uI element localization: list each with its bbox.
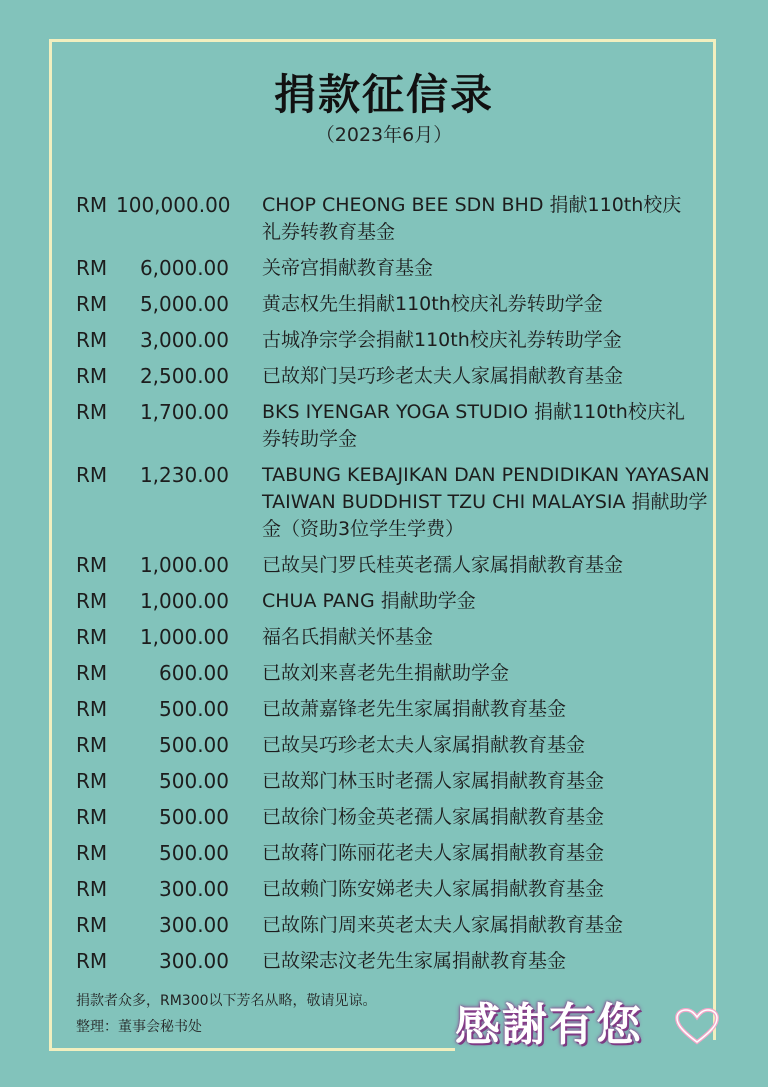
donation-description-line: 券转助学金: [262, 428, 358, 450]
donation-description-line: 已故梁志汶老先生家属捐献教育基金: [262, 950, 567, 972]
donation-description-line: 已故萧嘉锋老先生家属捐献教育基金: [262, 698, 567, 720]
donation-description: [262, 363, 718, 390]
currency-label: RM: [76, 949, 108, 973]
donation-row: [76, 363, 726, 390]
donation-description-line: 已故徐门杨金英老孺人家属捐献教育基金: [262, 806, 605, 828]
donation-amount: 300.00: [159, 949, 229, 973]
donation-description: [262, 696, 718, 723]
currency-label: RM: [76, 913, 108, 937]
donation-description: [262, 732, 718, 759]
donation-amount: 2,500.00: [139, 364, 229, 388]
donation-description-line: 已故蒋门陈丽花老夫人家属捐献教育基金: [262, 842, 605, 864]
donation-description: [262, 912, 718, 939]
currency-label: RM: [76, 841, 108, 865]
donation-row: [76, 696, 726, 723]
currency-label: RM: [76, 328, 108, 352]
donation-description-line: BKS IYENGAR YOGA STUDIO 捐献110th校庆礼: [262, 401, 685, 423]
currency-label: RM: [76, 805, 108, 829]
donation-row: [76, 327, 726, 354]
currency-label: RM: [76, 877, 108, 901]
donation-description: [262, 804, 718, 831]
currency-label: RM: [76, 364, 108, 388]
donation-amount: 500.00: [159, 769, 229, 793]
donation-description-line: TABUNG KEBAJIKAN DAN PENDIDIKAN YAYASAN: [262, 464, 710, 486]
donation-row: [76, 255, 726, 282]
donation-description: [262, 399, 718, 453]
currency-label: RM: [76, 697, 108, 721]
donation-row: [76, 552, 726, 579]
donation-description-line: 金（资助3位学生学费）: [262, 518, 465, 540]
donation-amount: 500.00: [159, 805, 229, 829]
donation-description-line: 已故郑门吴巧珍老太夫人家属捐献教育基金: [262, 365, 624, 387]
heart-icon: [675, 1008, 719, 1046]
donation-description: [262, 291, 718, 318]
donation-description-line: 已故刘来喜老先生捐献助学金: [262, 662, 510, 684]
donation-description: [262, 462, 718, 543]
currency-label: RM: [76, 256, 108, 280]
donation-description: [262, 552, 718, 579]
compiled-by: 整理：董事会秘书处: [76, 1019, 202, 1035]
currency-label: RM: [76, 292, 108, 316]
donation-amount: 600.00: [159, 661, 229, 685]
donation-amount: 5,000.00: [139, 292, 229, 316]
currency-label: RM: [76, 661, 108, 685]
donation-description-line: 黄志权先生捐献110th校庆礼券转助学金: [262, 293, 603, 315]
donation-list: [76, 192, 726, 984]
donation-description-line: 已故吴巧珍老太夫人家属捐献教育基金: [262, 734, 586, 756]
donation-amount: 500.00: [159, 841, 229, 865]
donation-description: [262, 192, 718, 246]
donation-amount: 500.00: [159, 733, 229, 757]
footer-note: 捐款者众多，RM300以下芳名从略，敬请见谅。: [76, 993, 377, 1009]
donation-description: [262, 876, 718, 903]
donation-amount: 6,000.00: [139, 256, 229, 280]
donation-amount: 300.00: [159, 877, 229, 901]
donation-row: [76, 876, 726, 903]
donation-amount: 1,000.00: [139, 625, 229, 649]
thanks-text: 感謝有您: [455, 998, 644, 1051]
donation-row: [76, 399, 726, 453]
donation-amount: 3,000.00: [139, 328, 229, 352]
currency-label: RM: [76, 553, 108, 577]
donation-amount: 1,000.00: [139, 553, 229, 577]
donation-amount: 1,000.00: [139, 589, 229, 613]
donation-amount: 100,000.00: [116, 193, 231, 217]
donation-row: [76, 462, 726, 543]
donation-description-line: 已故郑门林玉时老孺人家属捐献教育基金: [262, 770, 605, 792]
donation-row: [76, 624, 726, 651]
donation-description: [262, 624, 718, 651]
donation-description-line: 礼券转教育基金: [262, 221, 396, 243]
donation-row: [76, 768, 726, 795]
donation-row: [76, 588, 726, 615]
currency-label: RM: [76, 589, 108, 613]
donation-row: [76, 912, 726, 939]
currency-label: RM: [76, 733, 108, 757]
donation-amount: 300.00: [159, 913, 229, 937]
donation-description-line: CHOP CHEONG BEE SDN BHD 捐献110th校庆: [262, 194, 682, 216]
donation-description-line: 关帝宫捐献教育基金: [262, 257, 434, 279]
donation-description-line: TAIWAN BUDDHIST TZU CHI MALAYSIA 捐献助学: [262, 491, 708, 513]
donation-description: [262, 840, 718, 867]
currency-label: RM: [76, 625, 108, 649]
donation-description-line: 已故赖门陈安娣老夫人家属捐献教育基金: [262, 878, 605, 900]
donation-row: [76, 732, 726, 759]
currency-label: RM: [76, 769, 108, 793]
donation-row: [76, 291, 726, 318]
donation-description-line: 福名氏捐献关怀基金: [262, 626, 434, 648]
donation-description: [262, 255, 718, 282]
donation-amount: 1,700.00: [139, 400, 229, 424]
currency-label: RM: [76, 193, 108, 217]
donation-description: [262, 588, 718, 615]
donation-description: [262, 327, 718, 354]
donation-description-line: 已故吴门罗氏桂英老孺人家属捐献教育基金: [262, 554, 624, 576]
donation-description-line: CHUA PANG 捐献助学金: [262, 590, 476, 612]
donation-description-line: 已故陈门周来英老太夫人家属捐献教育基金: [262, 914, 624, 936]
donation-row: [76, 804, 726, 831]
donation-row: [76, 840, 726, 867]
donation-amount: 1,230.00: [139, 463, 229, 487]
donation-description: [262, 948, 718, 975]
donation-row: [76, 660, 726, 687]
donation-amount: 500.00: [159, 697, 229, 721]
page-subtitle: （2023年6月）: [315, 124, 453, 146]
donation-description: [262, 660, 718, 687]
page-title: 捐款征信录: [273, 70, 494, 119]
donation-row: [76, 948, 726, 975]
currency-label: RM: [76, 463, 108, 487]
donation-row: [76, 192, 726, 246]
donation-description-line: 古城净宗学会捐献110th校庆礼券转助学金: [262, 329, 622, 351]
currency-label: RM: [76, 400, 108, 424]
donation-description: [262, 768, 718, 795]
thanks-banner: [455, 988, 725, 1058]
